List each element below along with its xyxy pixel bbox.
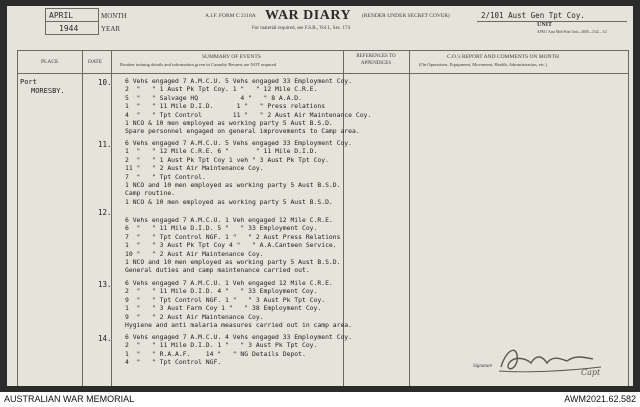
entry-line: 6 " " 11 Mile D.I.D. 5 " " 33 Employment Coy. bbox=[125, 224, 318, 233]
diary-title: WAR DIARY bbox=[265, 8, 352, 23]
entry-line: 1 NCO & 10 men employed as working party 5 Aust B.S.D. bbox=[125, 197, 333, 206]
entry-line: 9 " " 2 Aust Air Maintenance Coy. bbox=[125, 312, 264, 321]
place-line-2: MORESBY. bbox=[31, 87, 65, 95]
entry-line: 2 " " 11 Mile D.I.D. 4 " " 33 Employment Coy. bbox=[125, 287, 318, 296]
entry-line: 4 " " Tpt Control 11 " " 2 Aust Air Maintenance Coy. bbox=[125, 110, 372, 119]
entry-line: 1 " " 3 Aust Farm Coy 1 " " 38 Employment Coy. bbox=[125, 304, 322, 313]
col-report-sub: (On Operations, Equipment, Movement, Health, Administration, etc.) bbox=[419, 62, 547, 67]
col-date: DATE bbox=[88, 59, 103, 65]
year-label: YEAR bbox=[101, 25, 121, 33]
entry-line: 1 " " 11 Mile D.I.D. 1 " " Press relations bbox=[125, 102, 326, 111]
entry-line: 6 Vehs engaged 7 A.M.C.U. 1 Veh engaged 12 Mile C.R.E. bbox=[125, 216, 333, 224]
rule-right bbox=[628, 50, 629, 386]
material-note: For material required, see F.S.R., Vol I., Sec. 174 bbox=[252, 26, 351, 31]
entry-line: 1 " " R.A.A.F. 14 " " NG Details Depot. bbox=[125, 349, 306, 358]
entry-line: 1 " " 3 Aust Pk Tpt Coy 4 " " A.A.Canteen Service. bbox=[125, 241, 337, 250]
entry-line: 2 " " 1 Aust Pk Tpt Coy. 1 " " 12 Mile C.R.E. bbox=[125, 85, 318, 94]
entry-line: 1 NCO and 10 men employed as working party 5 Aust B.S.D. bbox=[125, 181, 341, 189]
entry-line: 10 " " 2 Aust Air Maintenance Coy. bbox=[125, 249, 264, 258]
year-box-bottom bbox=[45, 34, 99, 35]
unit-label: UNIT bbox=[537, 22, 553, 28]
header-rule-top bbox=[17, 50, 629, 51]
rule-refs-report bbox=[409, 50, 410, 386]
entry-line: 6 Vehs engaged 7 A.M.C.U. 1 Veh engaged 12 Mile C.R.E. bbox=[125, 279, 333, 287]
print-note: APM 1 Aust Mob Print Unit—4000—3/42—1/2 bbox=[537, 30, 607, 34]
month-box-mid bbox=[45, 21, 99, 22]
entry-line: 4 " " Tpt Control NGF. bbox=[125, 358, 222, 367]
entry-line: 2 " " 11 Mile D.I.D. 1 " " 3 Aust Pk Tpt Coy. bbox=[125, 341, 318, 350]
footer-accession: AWM2021.62.582 bbox=[564, 394, 636, 404]
entry-line: 2 " " 1 Aust Pk Tpt Coy 1 veh " 3 Aust Pk Tpt Coy. bbox=[125, 155, 329, 164]
month-box-left bbox=[45, 8, 46, 35]
entry-line: 1 NCO & 10 men employed as working party 5 Aust B.S.D. bbox=[125, 119, 333, 127]
year-value: 1944 bbox=[59, 24, 79, 33]
col-summary-sub: Routine training details and information given in Casualty Returns are NOT required bbox=[120, 62, 277, 67]
month-value: APRIL bbox=[49, 11, 74, 20]
diary-sheet bbox=[7, 6, 633, 386]
month-box-top bbox=[45, 8, 99, 9]
entry-line: 6 Vehs engaged 7 A.M.C.U. 4 Vehs engaged 33 Employment Coy. bbox=[125, 333, 353, 341]
signature-rank: Capt bbox=[581, 368, 601, 377]
entry-line: 6 Vehs engaged 7 A.M.C.U. 5 Vehs engaged 33 Employment Coy. bbox=[125, 139, 353, 147]
place-line-1: Port bbox=[20, 78, 37, 86]
cover-note: (RENDER UNDER SECRET COVER) bbox=[362, 13, 450, 19]
unit-value: 2/101 Aust Gen Tpt Coy. bbox=[481, 11, 585, 20]
month-label: MONTH bbox=[101, 12, 127, 20]
entry-line: Hygiene and anti malaria measures carried out in camp area. bbox=[125, 321, 353, 329]
month-box-right bbox=[98, 8, 99, 35]
entry-date: 12. bbox=[98, 208, 112, 217]
entry-date: 13. bbox=[98, 280, 112, 289]
rule-place-date bbox=[82, 50, 83, 386]
entry-line: 6 Vehs engaged 7 A.M.C.U. 5 Vehs engaged 33 Employment Coy. bbox=[125, 77, 353, 85]
col-place: PLACE bbox=[41, 59, 59, 65]
entry-line: 1 " " 12 Mile C.R.E. 6 " " 11 Mile D.I.D. bbox=[125, 147, 318, 156]
footer-credit: AUSTRALIAN WAR MEMORIAL bbox=[4, 394, 135, 404]
col-references: REFERENCES TO APPENDICES bbox=[356, 54, 396, 66]
entry-date: 14. bbox=[98, 334, 112, 343]
entry-line: 9 " " Tpt Control NGF. 1 " " 3 Aust Pk Tpt Coy. bbox=[125, 295, 326, 304]
entry-line: 11 " " 2 Aust Air Maintenance Coy. bbox=[125, 164, 264, 173]
signature-label: Signature bbox=[473, 364, 493, 369]
entry-line: General duties and camp maintenance carried out. bbox=[125, 266, 310, 275]
entry-line: 7 " " Tpt Control NGF. 1 " " 2 Aust Press Relations bbox=[125, 232, 341, 241]
header-rule-bottom bbox=[17, 73, 629, 74]
entry-line: Spare personnel engaged on general improvements to Camp area. bbox=[125, 127, 360, 136]
form-number: A.I.F. FORM C 2118A bbox=[205, 13, 256, 19]
col-summary: SUMMARY OF EVENTS bbox=[202, 54, 261, 60]
rule-left bbox=[17, 50, 18, 386]
entry-date: 11. bbox=[98, 140, 112, 149]
col-report: C.O.'s REPORT AND COMMENTS ON MONTH bbox=[447, 54, 559, 60]
entry-line: 7 " " Tpt Control. bbox=[125, 172, 206, 181]
entry-date: 10. bbox=[98, 78, 112, 87]
entry-line: 1 NCO and 10 men employed as working party 5 Aust B.S.D. bbox=[125, 258, 341, 266]
entry-line: Camp routine. bbox=[125, 189, 176, 198]
entry-line: 5 " " Salvage HQ 4 " " 8 A.A.D. bbox=[125, 93, 302, 102]
